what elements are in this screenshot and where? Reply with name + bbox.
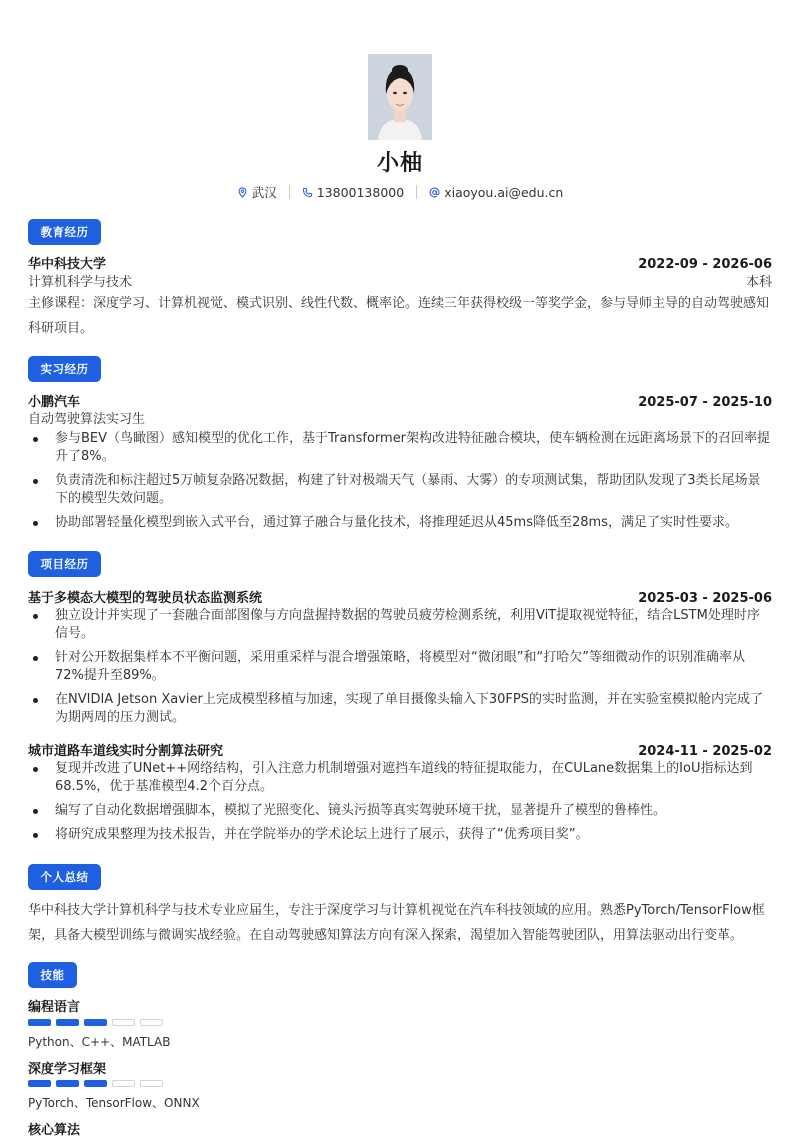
- phone-text[interactable]: 13800138000: [316, 184, 405, 200]
- list-item: 在NVIDIA Jetson Xavier上完成模型移植与加速，实现了单目摄像头输入下30FPS的实时监测，并在实验室模拟舱内完成了为期两周的压力测试。: [28, 691, 772, 727]
- skill-level-segment: [56, 1080, 79, 1087]
- skill-detail: Python、C++、MATLAB: [28, 1035, 171, 1049]
- skill-name: 编程语言: [28, 1000, 81, 1015]
- list-item: 针对公开数据集样本不平衡问题，采用重采样与混合增强策略，将模型对“微闭眼”和“打哈欠”等细微动作的识别准确率从72%提升至89%。: [28, 649, 772, 685]
- contact-divider: [416, 185, 417, 199]
- page-top-band: [0, 0, 800, 24]
- list-item: 参与BEV（鸟瞰图）感知模型的优化工作，基于Transformer架构改进特征融合模块，使车辆检测在远距离场景下的召回率提升了8%。: [28, 430, 772, 466]
- school-name: 华中科技大学: [28, 257, 107, 272]
- contact-email: [429, 185, 563, 200]
- skill-name: 核心算法: [28, 1123, 81, 1138]
- skill-name: 深度学习框架: [28, 1062, 107, 1077]
- at-sign-icon: [429, 187, 440, 198]
- skill-level-segment: [84, 1080, 107, 1087]
- phone-icon: [302, 187, 313, 198]
- skill-detail: PyTorch、TensorFlow、ONNX: [28, 1096, 200, 1110]
- section-badge-internship: 实习经历: [28, 356, 101, 382]
- list-item: 独立设计并实现了一套融合面部图像与方向盘握持数据的驾驶员疲劳检测系统，利用ViT提取视觉特征，结合LSTM处理时序信号。: [28, 607, 772, 643]
- list-item: 负责清洗和标注超过5万帧复杂路况数据，构建了针对极端天气（暴雨、大雾）的专项测试集，帮助团队发现了3类长尾场景下的模型失效问题。: [28, 472, 772, 508]
- skill-level-segment: [28, 1080, 51, 1087]
- section-badge-summary: 个人总结: [28, 864, 101, 890]
- project-title: 城市道路车道线实时分割算法研究: [28, 744, 224, 759]
- contact-divider: [289, 185, 290, 199]
- location-text: 武汉: [251, 185, 277, 200]
- skill-level-segment: [140, 1080, 163, 1087]
- education-subheader: [28, 271, 772, 290]
- project-header: [28, 587, 772, 606]
- contact-phone: [302, 185, 404, 200]
- project-title: 基于多模态大模型的驾驶员状态监测系统: [28, 591, 263, 606]
- major: 计算机科学与技术: [28, 275, 133, 290]
- skill-level-segment: [112, 1080, 135, 1087]
- internship-subheader: [28, 408, 772, 427]
- portrait-icon: [368, 54, 432, 140]
- project-bullets: [28, 760, 772, 850]
- internship-date: 2025-07 - 2025-10: [638, 395, 772, 410]
- section-badge-projects: 项目经历: [28, 551, 101, 577]
- contact-bar: [0, 183, 800, 201]
- list-item: 协助部署轻量化模型到嵌入式平台，通过算子融合与量化技术，将推理延迟从45ms降低至28ms，满足了实时性要求。: [28, 514, 772, 532]
- list-item: 复现并改进了UNet++网络结构，引入注意力机制增强对遮挡车道线的特征提取能力，在CULane数据集上的IoU指标达到68.5%，优于基准模型4.2个百分点。: [28, 760, 772, 796]
- list-item: 将研究成果整理为技术报告，并在学院举办的学术论坛上进行了展示，获得了“优秀项目奖”。: [28, 826, 772, 844]
- summary-text: 华中科技大学计算机科学与技术专业应届生，专注于深度学习与计算机视觉在汽车科技领域的应用。熟悉PyTorch/TensorFlow框架，具备大模型训练与微调实战经验。在自动驾驶感知算法方向有深入探索，渴望加入智能驾驶团队，用算法驱动出行变革。: [28, 903, 765, 943]
- skill-level-segment: [84, 1019, 107, 1026]
- internship-bullets: [28, 430, 772, 538]
- project-date: 2025-03 - 2025-06: [638, 591, 772, 606]
- skill-level-bar: [28, 1080, 163, 1087]
- skill-level-segment: [140, 1019, 163, 1026]
- skill-level-segment: [56, 1019, 79, 1026]
- skill-level-segment: [28, 1019, 51, 1026]
- email-text[interactable]: xiaoyou.ai@edu.cn: [444, 184, 564, 200]
- skill-level-bar: [28, 1019, 163, 1026]
- education-date: 2022-09 - 2026-06: [638, 257, 772, 272]
- project-date: 2024-11 - 2025-02: [638, 744, 772, 759]
- map-pin-icon: [237, 187, 248, 198]
- education-description: 主修课程：深度学习、计算机视觉、模式识别、线性代数、概率论。连续三年获得校级一等奖学金，参与导师主导的自动驾驶感知科研项目。: [28, 296, 770, 336]
- project-header: [28, 740, 772, 759]
- candidate-name: 小柚: [376, 151, 423, 176]
- job-role: 自动驾驶算法实习生: [28, 412, 146, 427]
- section-badge-education: 教育经历: [28, 219, 101, 245]
- list-item: 编写了自动化数据增强脚本，模拟了光照变化、镜头污损等真实驾驶环境干扰，显著提升了模型的鲁棒性。: [28, 802, 772, 820]
- section-badge-skills: 技能: [28, 962, 77, 988]
- project-bullets: [28, 607, 772, 733]
- degree: 本科: [745, 275, 772, 290]
- company-name: 小鹏汽车: [28, 395, 81, 410]
- skill-level-segment: [112, 1019, 135, 1026]
- education-header: [28, 253, 772, 272]
- profile-photo: [368, 54, 432, 140]
- contact-location: [237, 183, 277, 201]
